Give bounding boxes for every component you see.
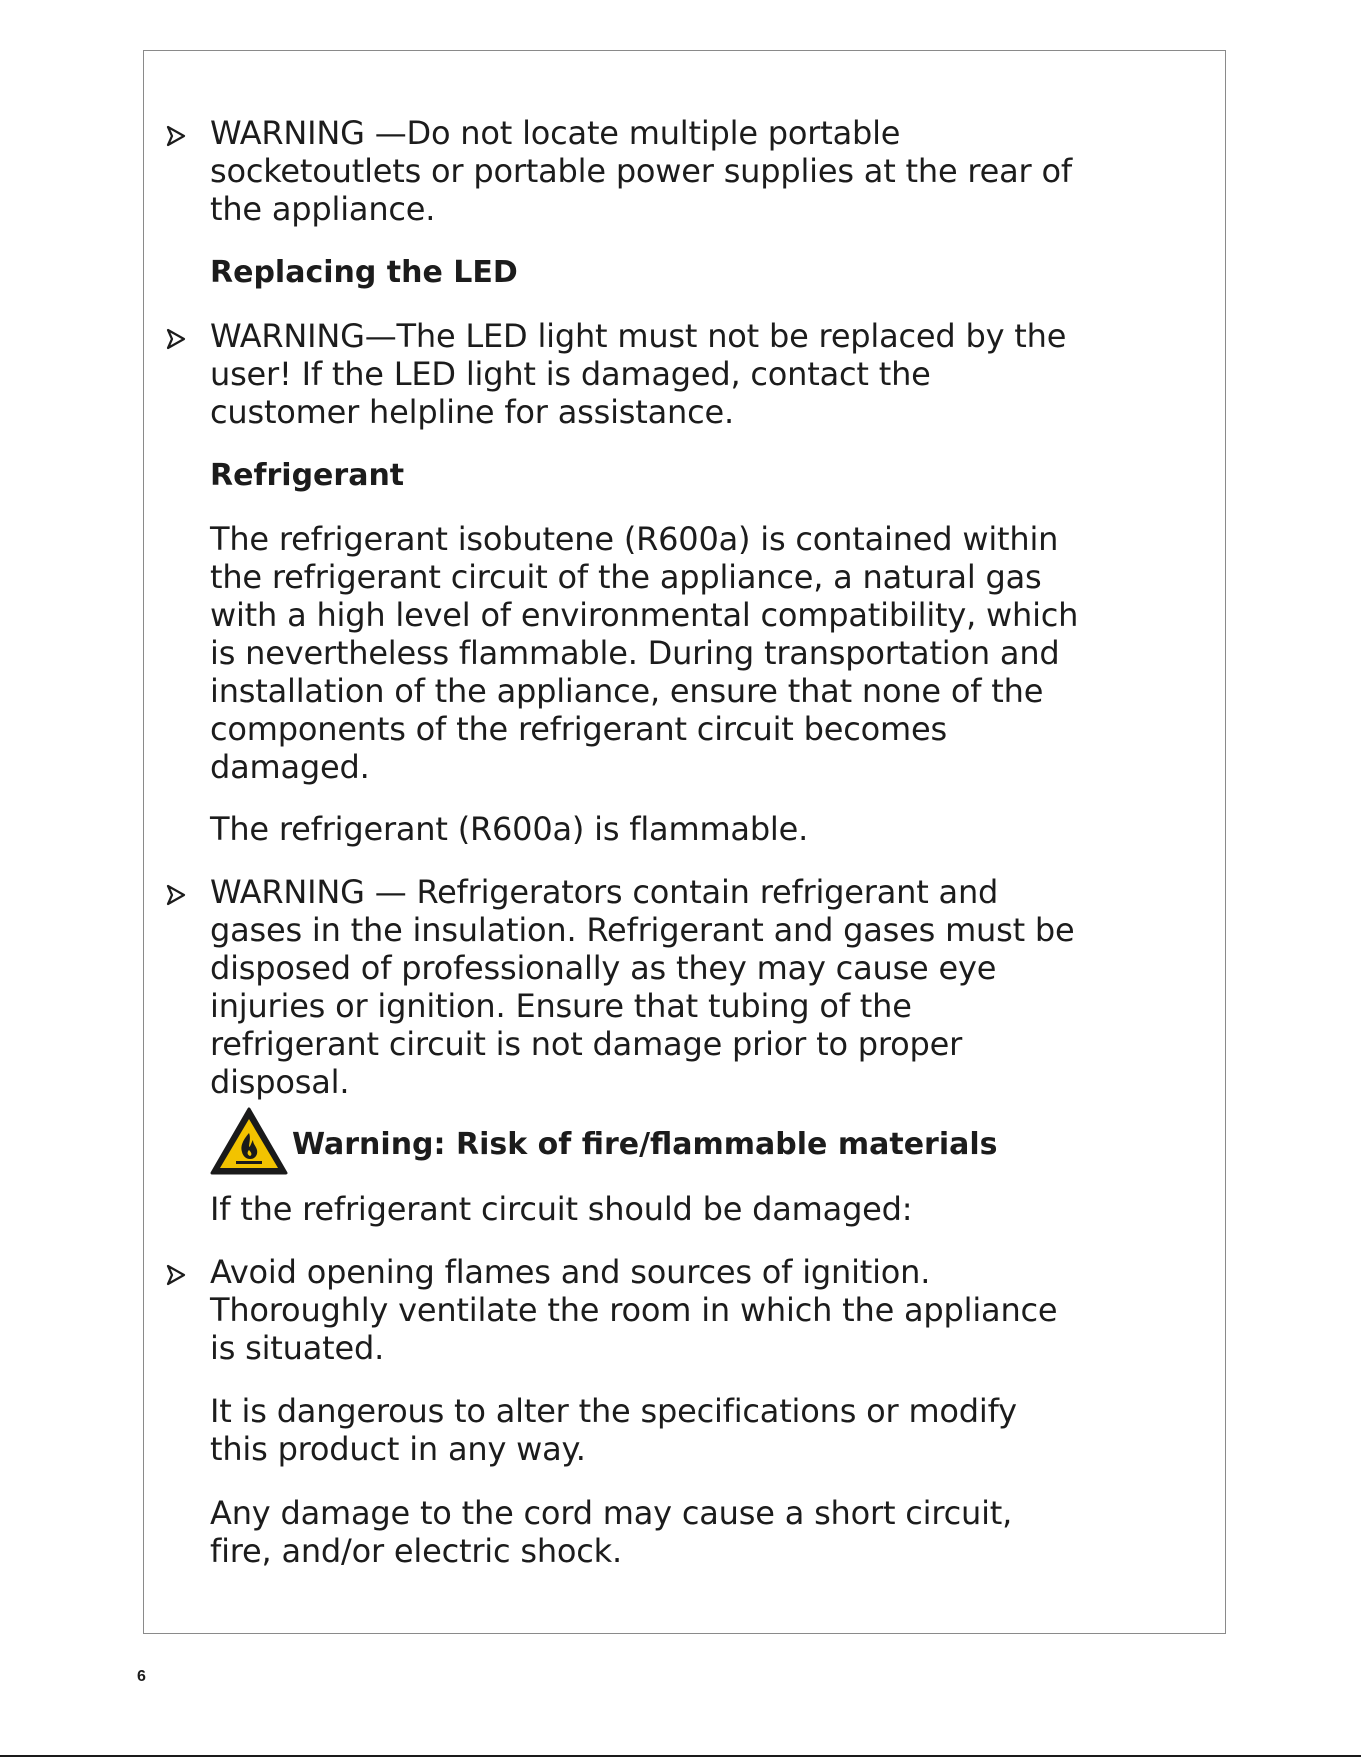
arrow-bullet-icon	[166, 1264, 186, 1286]
page-number: 6	[137, 1668, 146, 1685]
paragraph-line: refrigerant circuit is not damage prior to proper	[210, 1025, 963, 1063]
page-bottom-rule	[0, 1755, 1361, 1757]
paragraph-line: the refrigerant circuit of the appliance, a natural gas	[210, 558, 1042, 596]
warning-heading: Warning: Risk of fire/flammable materials	[292, 1127, 998, 1162]
flammable-warning-icon	[209, 1106, 289, 1176]
paragraph-line: Thoroughly ventilate the room in which the appliance	[210, 1291, 1058, 1329]
paragraph-line: user! If the LED light is damaged, contact the	[210, 355, 931, 393]
paragraph-line: socketoutlets or portable power supplies at the rear of	[210, 152, 1072, 190]
paragraph-line: disposal.	[210, 1063, 350, 1101]
paragraph-line: Avoid opening flames and sources of ignition.	[210, 1253, 931, 1291]
paragraph-line: The refrigerant isobutene (R600a) is contained within	[210, 520, 1059, 558]
paragraph-line: is situated.	[210, 1329, 385, 1367]
paragraph-line: WARNING — Refrigerators contain refrigerant and	[210, 873, 999, 911]
paragraph-line: this product in any way.	[210, 1430, 586, 1468]
arrow-bullet-icon	[166, 328, 186, 350]
paragraph-line: Any damage to the cord may cause a short circuit,	[210, 1494, 1013, 1532]
paragraph-line: is nevertheless flammable. During transportation and	[210, 634, 1060, 672]
paragraph-line: installation of the appliance, ensure that none of the	[210, 672, 1044, 710]
paragraph-line: WARNING—The LED light must not be replaced by the	[210, 317, 1067, 355]
paragraph-line: injuries or ignition. Ensure that tubing of the	[210, 987, 912, 1025]
arrow-bullet-icon	[166, 125, 186, 147]
paragraph-line: components of the refrigerant circuit becomes	[210, 710, 947, 748]
paragraph-line: customer helpline for assistance.	[210, 393, 734, 431]
paragraph-line: WARNING —Do not locate multiple portable	[210, 114, 901, 152]
paragraph-line: disposed of professionally as they may cause eye	[210, 949, 997, 987]
paragraph-line: If the refrigerant circuit should be damaged:	[210, 1190, 913, 1228]
section-heading-refrigerant: Refrigerant	[210, 458, 405, 493]
paragraph-line: The refrigerant (R600a) is flammable.	[210, 810, 809, 848]
paragraph-line: fire, and/or electric shock.	[210, 1532, 622, 1570]
paragraph-line: the appliance.	[210, 190, 436, 228]
paragraph-line: gases in the insulation. Refrigerant and gases must be	[210, 911, 1075, 949]
paragraph-line: with a high level of environmental compatibility, which	[210, 596, 1079, 634]
paragraph-line: It is dangerous to alter the specifications or modify	[210, 1392, 1017, 1430]
section-heading-led: Replacing the LED	[210, 255, 518, 290]
arrow-bullet-icon	[166, 884, 186, 906]
paragraph-line: damaged.	[210, 748, 370, 786]
